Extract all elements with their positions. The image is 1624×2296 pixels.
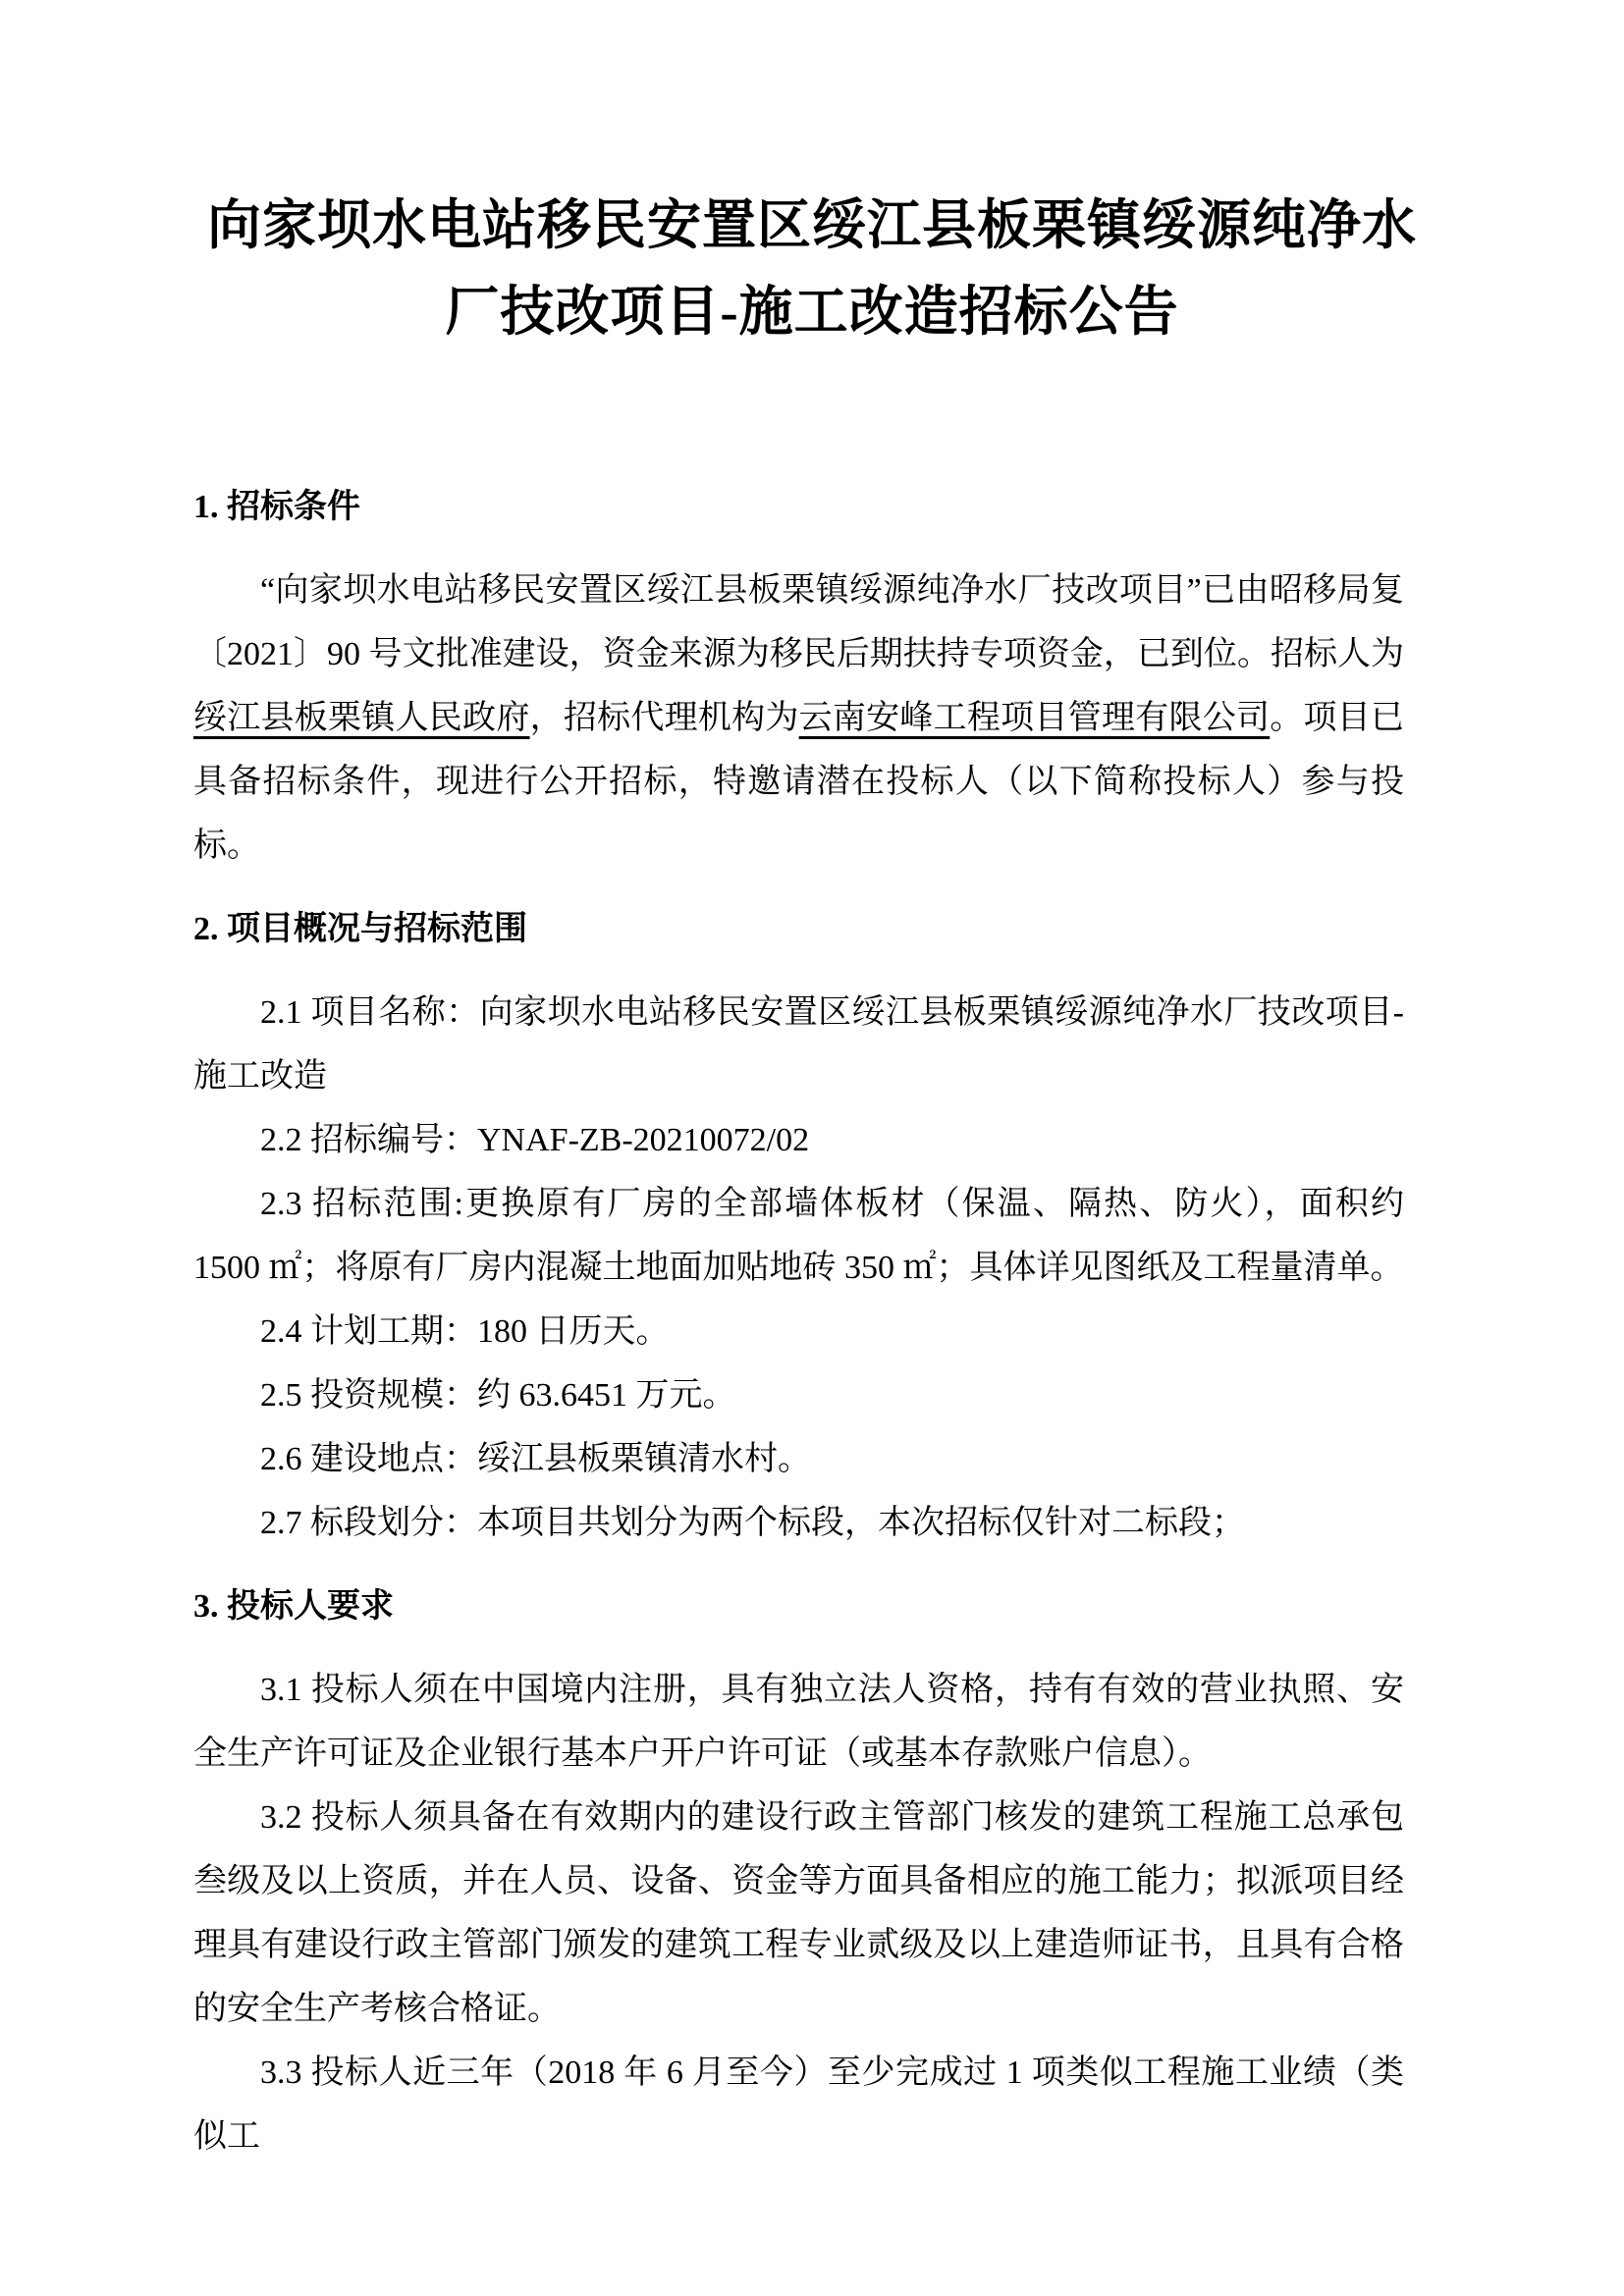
text-segment: 2.1 项目名称：向家坝水电站移民安置区绥江县板栗镇绥源纯净水厂技改项目-施工改造: [193, 994, 1404, 1095]
text-segment: 。项目已具备招标条件，现进行公开招标，特邀请潜在投标人（以下简称投标人）参与投标。: [193, 700, 1405, 864]
text-segment: 3.3 投标人近三年（2018 年 6 月至今）至少完成过 1 项类似工程施工业绩（类似工: [193, 2055, 1404, 2155]
document-title-line-2: 厂技改项目-施工改造招标公告: [445, 282, 1179, 342]
underlined-agency-name: 云南安峰工程项目管理有限公司: [798, 700, 1271, 736]
text-segment: 2.2 招标编号：YNAF-ZB-20210072/02: [260, 1122, 810, 1158]
section-3-item-3-2: [193, 1786, 1404, 2041]
text-segment: 3.2 投标人须具备在有效期内的建设行政主管部门核发的建筑工程施工总承包叁级及以上资质，并在人员、设备、资金等方面具备相应的施工能力；拟派项目经理具有建设行政主管部门颁发的建筑工程专业贰级及以上建造师证书，且具有合格的安全生产考核合格证。: [193, 1799, 1404, 2027]
text-segment: “向家坝水电站移民安置区绥江县板栗镇绥源纯净水厂技改项目”已由昭移局复〔2021〕90 号文批准建设，资金来源为移民后期扶持专项资金，已到位。招标人为: [193, 572, 1404, 672]
section-2-item-2-2: [193, 1108, 1404, 1172]
section-3-item-3-3: [193, 2041, 1404, 2168]
text-segment: ，招标代理机构为: [529, 700, 799, 736]
text-segment: 2.3 招标范围:更换原有厂房的全部墙体板材（保温、隔热、防火），面积约 1500 ㎡；将原有厂房内混凝土地面加贴地砖 350 ㎡；具体详见图纸及工程量清单。: [193, 1186, 1404, 1286]
section-2-item-2-1: [193, 981, 1404, 1108]
section-3-heading: 3. 投标人要求: [193, 1588, 394, 1625]
underlined-tenderer-name: 绥江县板栗镇人民政府: [193, 700, 530, 736]
text-segment: 2.7 标段划分：本项目共划分为两个标段，本次招标仅针对二标段；: [260, 1505, 1245, 1541]
document-title-line-1: 向家坝水电站移民安置区绥江县板栗镇绥源纯净水: [206, 195, 1417, 255]
text-segment: 3.1 投标人须在中国境内注册，具有独立法人资格，持有有效的营业执照、安全生产许可证及企业银行基本户开户许可证（或基本存款账户信息）。: [193, 1672, 1404, 1772]
document-title: [0, 0, 1624, 355]
text-segment: 2.4 计划工期：180 日历天。: [260, 1313, 670, 1350]
section-1-heading: 1. 招标条件: [193, 489, 360, 525]
section-2-item-2-7: [193, 1491, 1404, 1555]
section-1-paragraph-1: [193, 559, 1404, 878]
section-2-item-2-5: [193, 1363, 1404, 1427]
section-2-item-2-6: [193, 1427, 1404, 1491]
document-body: [193, 475, 1404, 2168]
section-3-item-3-1: [193, 1658, 1404, 1786]
section-2-item-2-4: [193, 1300, 1404, 1363]
section-2-heading: 2. 项目概况与招标范围: [193, 911, 527, 947]
text-segment: 2.6 建设地点：绥江县板栗镇清水村。: [260, 1441, 811, 1477]
text-segment: 2.5 投资规模：约 63.6451 万元。: [260, 1377, 736, 1414]
section-2-item-2-3: [193, 1172, 1404, 1300]
